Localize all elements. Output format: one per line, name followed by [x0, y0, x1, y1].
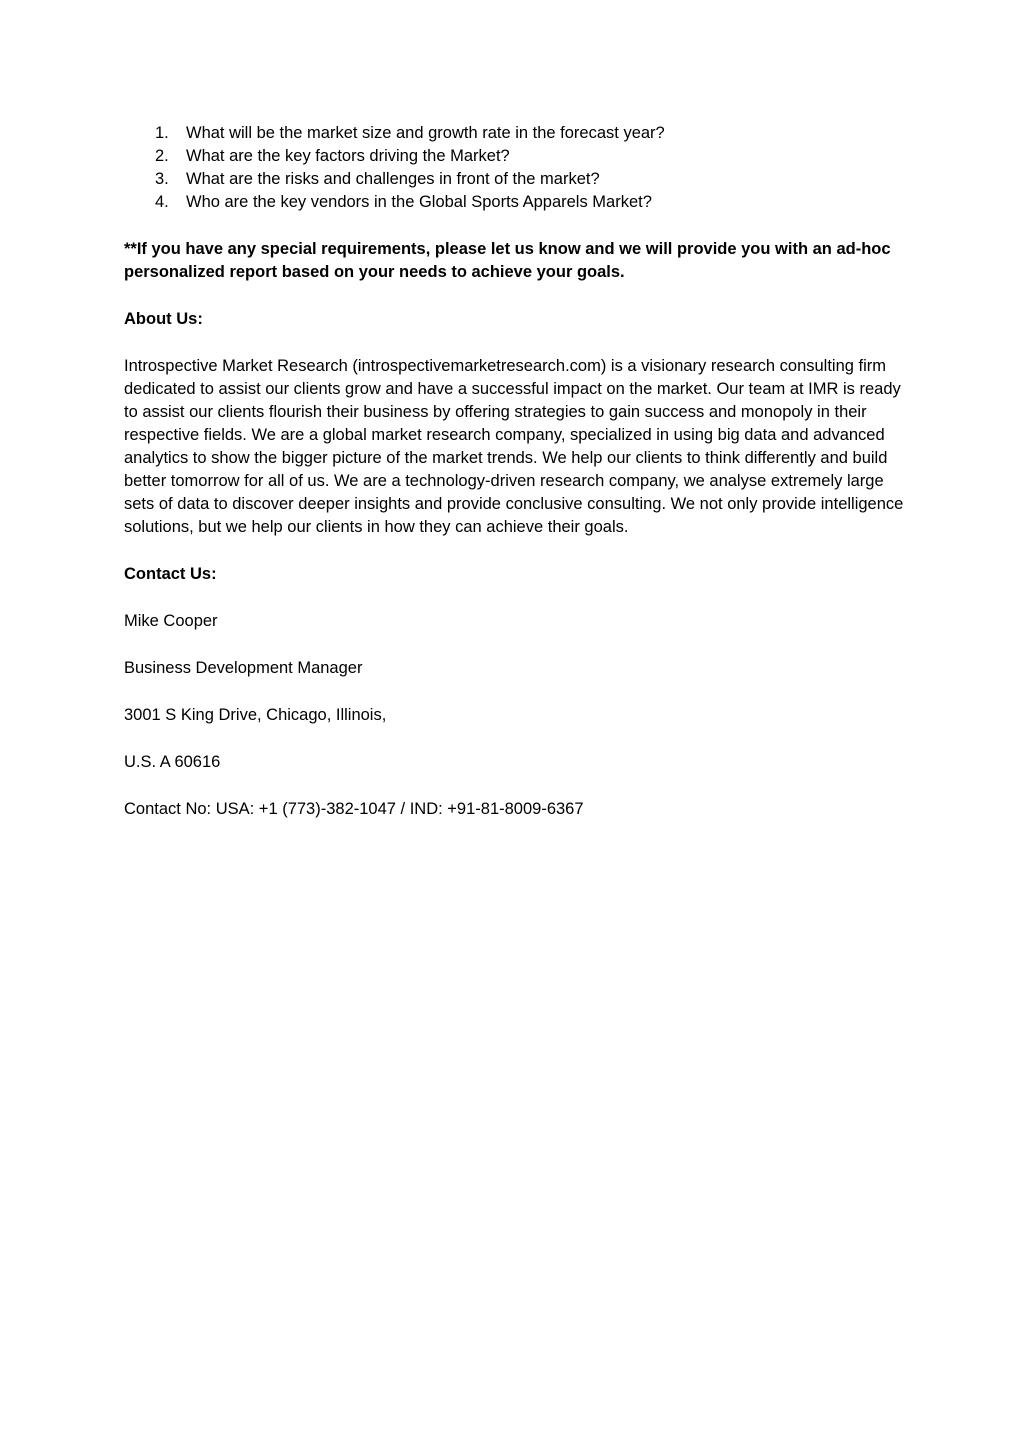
list-item-text: Who are the key vendors in the Global Sports Apparels Market?: [186, 193, 652, 211]
contact-address-line2: U.S. A 60616: [124, 753, 221, 771]
document-page: [124, 122, 914, 821]
contact-phone: Contact No: USA: +1 (773)-382-1047 / IND: +91-81-8009-6367: [124, 800, 584, 818]
contact-heading: Contact Us:: [124, 565, 217, 583]
list-item-number: 3.: [155, 170, 169, 188]
list-item-number: 2.: [155, 147, 169, 165]
list-item: [124, 145, 914, 168]
list-item-text: What will be the market size and growth rate in the forecast year?: [186, 124, 665, 142]
list-item-text: What are the key factors driving the Market?: [186, 147, 510, 165]
about-body: Introspective Market Research (introspectivemarketresearch.com) is a visionary research consulting firm dedicated to assist our clients grow and have a successful impact on the market. Our team at IMR is ready to assist our clients flourish their business by offering strategies to gain success and monopoly in their respective fields. We are a global market research company, specialized in using big data and advanced analytics to show the bigger picture of the market trends. We help our clients to think differently and build better tomorrow for all of us. We are a technology-driven research company, we analyse extremely large sets of data to discover deeper insights and provide conclusive consulting. We not only provide intelligence solutions, but we help our clients in how they can achieve their goals.: [124, 357, 904, 536]
contact-address-line1: 3001 S King Drive, Chicago, Illinois,: [124, 706, 387, 724]
contact-title: Business Development Manager: [124, 659, 363, 677]
special-requirements-note: **If you have any special requirements, please let us know and we will provide you with an ad-hoc personalized report based on your needs to achieve your goals.: [124, 240, 891, 281]
list-item: [124, 122, 914, 145]
contact-name: Mike Cooper: [124, 612, 218, 630]
list-item-text: What are the risks and challenges in front of the market?: [186, 170, 600, 188]
list-item-number: 1.: [155, 124, 169, 142]
question-list: [124, 122, 914, 214]
list-item: [124, 191, 914, 214]
list-item: [124, 168, 914, 191]
list-item-number: 4.: [155, 193, 169, 211]
about-heading: About Us:: [124, 310, 203, 328]
